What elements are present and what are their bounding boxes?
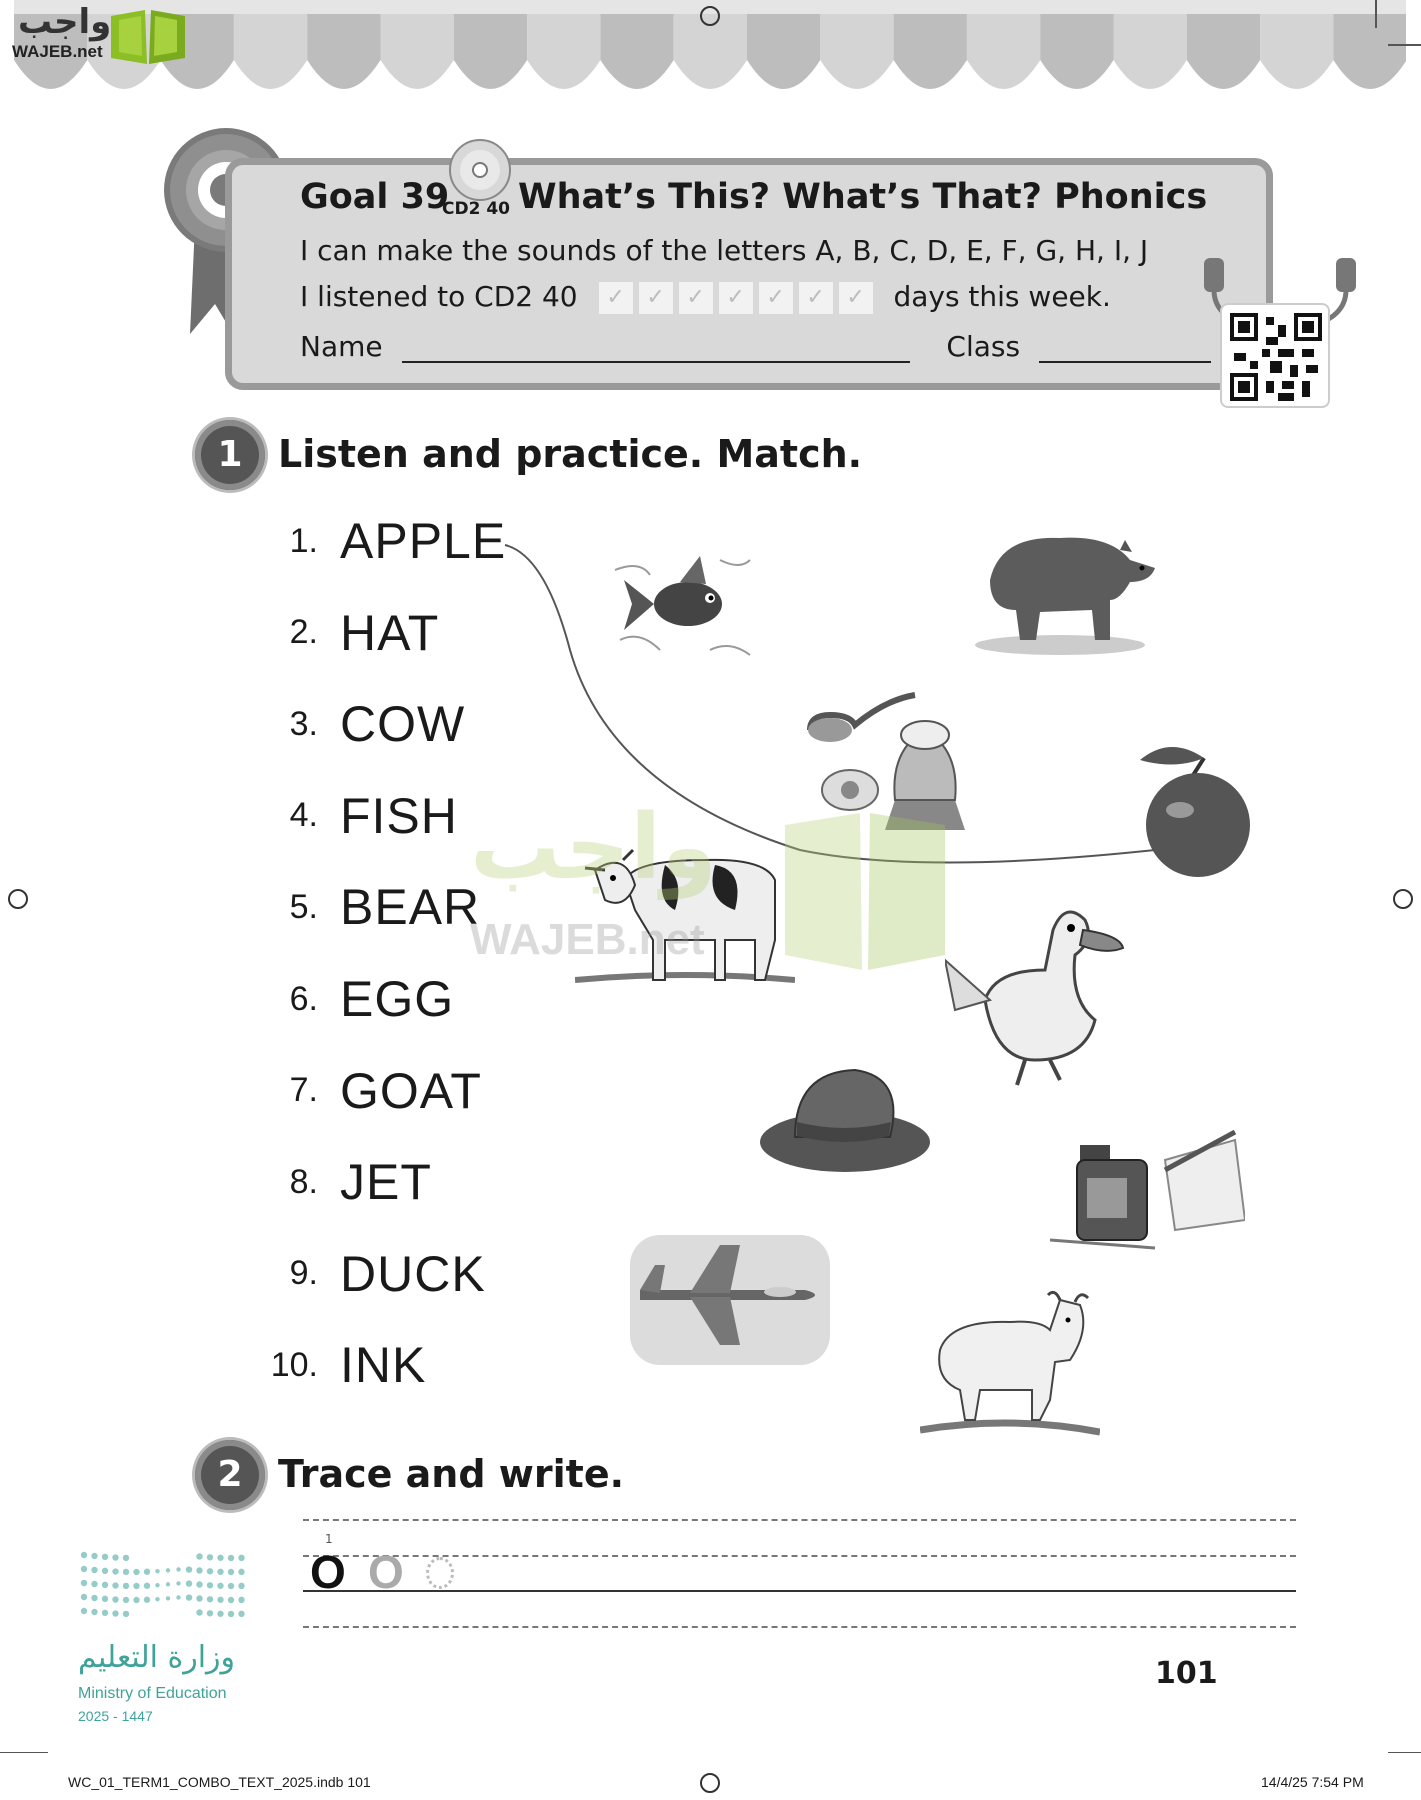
name-class-line [300, 330, 1211, 363]
hat-picture[interactable] [755, 1062, 935, 1182]
day-checkboxes [599, 280, 879, 313]
ministry-dot [228, 1583, 234, 1589]
ministry-dots-icon [78, 1545, 253, 1635]
ministry-dot [186, 1594, 192, 1600]
ministry-dot [123, 1611, 129, 1617]
qr-pattern [1230, 313, 1322, 401]
word-number: 5. [289, 887, 318, 926]
ministry-dot [123, 1597, 129, 1603]
day-checkbox[interactable]: ✓ [839, 282, 873, 314]
ministry-dot [102, 1610, 108, 1616]
section-1-title: Listen and practice. Match. [278, 432, 863, 476]
word-label: BEAR [340, 879, 481, 936]
word-item[interactable] [252, 970, 454, 1028]
ministry-dot [196, 1609, 202, 1615]
writing-top-line [303, 1519, 1296, 1521]
day-checkbox[interactable]: ✓ [799, 282, 833, 314]
ministry-dot [238, 1555, 244, 1561]
awning-scallop [381, 14, 454, 89]
ministry-dot [238, 1611, 244, 1617]
ministry-dot [81, 1608, 87, 1614]
ministry-dot [91, 1581, 97, 1587]
writing-mid-line [303, 1555, 1296, 1557]
word-label: GOAT [340, 1062, 482, 1119]
wajeb-watermark [470, 795, 970, 985]
ministry-dot [112, 1610, 118, 1616]
ministry-dot [186, 1580, 192, 1586]
ministry-dot [123, 1583, 129, 1589]
awning-scallop [454, 14, 527, 89]
watermark-latin: WAJEB.net [470, 915, 705, 964]
ministry-dot [91, 1609, 97, 1615]
word-label: INK [340, 1337, 427, 1394]
word-number: 9. [289, 1254, 318, 1293]
ink-picture[interactable] [1045, 1130, 1245, 1250]
ministry-dot [144, 1583, 150, 1589]
ministry-dot [166, 1568, 170, 1572]
awning-scallop [820, 14, 893, 89]
class-field[interactable] [1039, 333, 1211, 363]
ministry-dot [238, 1597, 244, 1603]
awning-scallop [1040, 14, 1113, 89]
writing-base-line [303, 1590, 1296, 1592]
wajeb-logo [12, 2, 190, 66]
goal-title: What’s This? What’s That? Phonics [518, 177, 1208, 217]
registration-mark-right [1393, 889, 1413, 909]
ministry-dot [217, 1555, 223, 1561]
ministry-dot [217, 1583, 223, 1589]
day-checkbox[interactable]: ✓ [599, 282, 633, 314]
ministry-dot [217, 1569, 223, 1575]
ministry-dot [91, 1595, 97, 1601]
page-number: 101 [1155, 1656, 1218, 1691]
ministry-dot [238, 1583, 244, 1589]
ministry-dot [112, 1554, 118, 1560]
awning-scallop [527, 14, 600, 89]
ministry-dot [81, 1580, 87, 1586]
ministry-dot [207, 1610, 213, 1616]
ministry-arabic: وزارة التعليم [78, 1640, 236, 1675]
ministry-dot [144, 1597, 150, 1603]
word-number: 6. [289, 979, 318, 1018]
ministry-dot [196, 1567, 202, 1573]
ministry-dot [196, 1595, 202, 1601]
footer-file: WC_01_TERM1_COMBO_TEXT_2025.indb 101 [68, 1774, 371, 1790]
goat-picture[interactable] [920, 1290, 1100, 1440]
ministry-dot [176, 1595, 180, 1599]
trace-letter-gray: O [368, 1546, 404, 1598]
awning-scallop [747, 14, 820, 89]
ministry-dot [176, 1581, 180, 1585]
ministry-dot [155, 1597, 159, 1601]
section-1-badge: 1 [195, 420, 265, 490]
ministry-dot [207, 1568, 213, 1574]
word-item[interactable] [252, 1336, 426, 1394]
ministry-dot [133, 1583, 139, 1589]
day-checkbox[interactable]: ✓ [759, 282, 793, 314]
ministry-dot [133, 1597, 139, 1603]
ministry-dot [228, 1569, 234, 1575]
can-statement: I can make the sounds of the letters A, B, C, D, E, F, G, H, I, J [300, 234, 1149, 267]
ministry-dot [133, 1569, 139, 1575]
section-2-badge: 2 [195, 1440, 265, 1510]
word-label: FISH [340, 787, 458, 844]
ministry-dot [166, 1582, 170, 1586]
ministry-dot [186, 1566, 192, 1572]
ministry-dot [238, 1569, 244, 1575]
ministry-dot [155, 1583, 159, 1587]
logo-latin: WAJEB.net [12, 42, 103, 61]
ministry-dot [228, 1555, 234, 1561]
cd-badge: CD2 40 [442, 199, 510, 219]
ministry-dot [207, 1582, 213, 1588]
cd-icon [448, 138, 512, 202]
ministry-dot [166, 1596, 170, 1600]
awning-scallop [967, 14, 1040, 89]
ministry-dot [144, 1569, 150, 1575]
day-checkbox[interactable]: ✓ [639, 282, 673, 314]
book-icon [107, 6, 189, 66]
ministry-dot [112, 1568, 118, 1574]
word-number: 3. [289, 704, 318, 743]
ministry-dot [123, 1555, 129, 1561]
footer-date: 14/4/25 7:54 PM [1261, 1774, 1364, 1790]
word-item[interactable] [252, 604, 439, 662]
ministry-dot [102, 1582, 108, 1588]
class-label: Class [946, 330, 1021, 363]
word-label: APPLE [340, 513, 507, 569]
ministry-dot [207, 1554, 213, 1560]
ministry-dot [102, 1596, 108, 1602]
ministry-dot [155, 1569, 159, 1573]
awning-scallop [1333, 14, 1406, 89]
crop-mark [1388, 44, 1421, 46]
word-number: 2. [289, 613, 318, 652]
crop-mark [1375, 0, 1377, 28]
ministry-dot [91, 1567, 97, 1573]
word-label: COW [340, 696, 466, 753]
trace-letter-dotted[interactable] [426, 1557, 454, 1589]
trace-letter-dark: O [310, 1546, 346, 1598]
word-item[interactable] [252, 1245, 486, 1303]
listened-prefix: I listened to CD2 40 [300, 280, 578, 313]
word-label: DUCK [340, 1245, 486, 1302]
ministry-dot [102, 1554, 108, 1560]
ministry-dot [217, 1611, 223, 1617]
ministry-dot [228, 1611, 234, 1617]
awning-scallop [307, 14, 380, 89]
ministry-dot [217, 1597, 223, 1603]
ministry-dot [81, 1594, 87, 1600]
word-item[interactable] [252, 878, 480, 936]
word-number: 10. [270, 1345, 318, 1384]
ministry-logo [78, 1545, 268, 1730]
ministry-dot [196, 1553, 202, 1559]
qr-code[interactable] [1220, 303, 1330, 408]
ministry-english: Ministry of Education [78, 1685, 227, 1702]
registration-mark-top [700, 6, 720, 26]
ministry-dot [102, 1568, 108, 1574]
word-label: HAT [340, 604, 440, 661]
registration-mark-bottom [700, 1773, 720, 1793]
duck-picture[interactable] [945, 900, 1125, 1090]
jet-picture[interactable] [630, 1235, 830, 1365]
goal-label: Goal 39 [300, 177, 450, 217]
awning-scallop [234, 14, 307, 89]
stroke-number: 1 [325, 1532, 333, 1546]
ministry-dot [207, 1596, 213, 1602]
word-number: 7. [289, 1071, 318, 1110]
watermark-arabic: واجب [470, 795, 717, 900]
writing-bottom-line [303, 1626, 1296, 1628]
awning-scallop [894, 14, 967, 89]
word-number: 4. [289, 796, 318, 835]
ministry-dot [176, 1567, 180, 1571]
ministry-dot [228, 1597, 234, 1603]
ministry-dot [196, 1581, 202, 1587]
word-item[interactable] [252, 1062, 482, 1120]
word-item[interactable] [252, 695, 465, 753]
word-number: 1. [289, 521, 318, 560]
section-2-title: Trace and write. [278, 1452, 625, 1496]
day-checkbox[interactable]: ✓ [679, 282, 713, 314]
name-label: Name [300, 330, 383, 363]
logo-arabic: واجب [18, 2, 112, 42]
awning-scallop [600, 14, 673, 89]
ministry-year: 2025 - 1447 [78, 1708, 153, 1724]
awning-scallop [1260, 14, 1333, 89]
listened-line [300, 280, 1111, 314]
watermark-book-icon [780, 805, 950, 975]
word-label: JET [340, 1154, 432, 1211]
awning-scallop [1114, 14, 1187, 89]
word-item[interactable] [252, 787, 458, 845]
awning-scallop [1187, 14, 1260, 89]
ministry-dot [81, 1552, 87, 1558]
word-item[interactable] [252, 512, 506, 570]
ministry-dot [123, 1569, 129, 1575]
listened-suffix: days this week. [893, 280, 1111, 313]
ministry-dot [91, 1553, 97, 1559]
word-label: EGG [340, 971, 455, 1027]
ministry-dot [112, 1582, 118, 1588]
ministry-dot [81, 1566, 87, 1572]
day-checkbox[interactable]: ✓ [719, 282, 753, 314]
footer-divider-left [0, 1752, 48, 1753]
ministry-dot [112, 1596, 118, 1602]
footer-divider-right [1388, 1752, 1421, 1753]
word-item[interactable] [252, 1153, 432, 1211]
registration-mark-left [8, 889, 28, 909]
name-field[interactable] [402, 333, 910, 363]
word-number: 8. [289, 1162, 318, 1201]
goal-heading [300, 177, 449, 217]
